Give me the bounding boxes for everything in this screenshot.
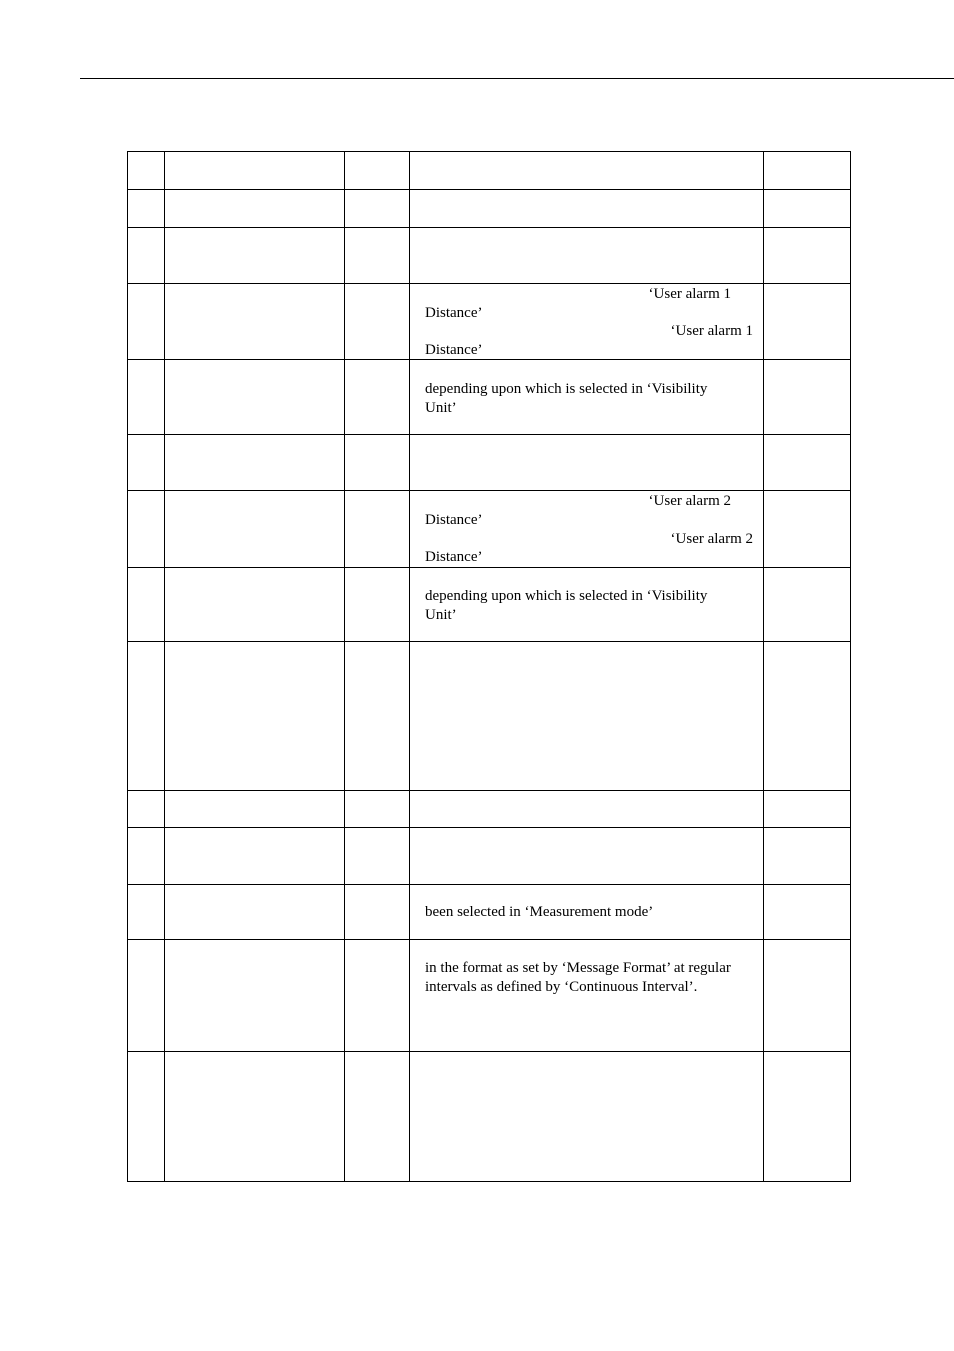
table-row bbox=[128, 435, 851, 491]
parameter-cell bbox=[165, 435, 345, 491]
table-row bbox=[128, 790, 851, 827]
default-cell bbox=[764, 360, 851, 435]
description-cell bbox=[410, 360, 764, 435]
description-cell bbox=[410, 190, 764, 228]
description-line: Unit’ bbox=[425, 606, 457, 623]
no-cell bbox=[128, 641, 165, 790]
description-line: intervals as defined by ‘Continuous Interval’. bbox=[425, 978, 698, 995]
table-row bbox=[128, 1051, 851, 1181]
header-rule bbox=[80, 78, 954, 79]
value-cell bbox=[345, 228, 410, 284]
parameter-cell bbox=[165, 190, 345, 228]
value-cell bbox=[345, 939, 410, 1051]
description-cell bbox=[410, 567, 764, 641]
parameter-table bbox=[127, 151, 851, 1182]
description-text bbox=[410, 568, 763, 625]
parameter-cell bbox=[165, 641, 345, 790]
value-cell bbox=[345, 491, 410, 567]
no-cell bbox=[128, 491, 165, 567]
description-cell bbox=[410, 284, 764, 360]
description-line: depending upon which is selected in ‘Visibility bbox=[425, 588, 708, 605]
default-cell bbox=[764, 641, 851, 790]
value-cell bbox=[345, 152, 410, 190]
default-cell bbox=[764, 827, 851, 884]
description-line bbox=[425, 569, 753, 588]
description-line: in the format as set by ‘Message Format’ at regular bbox=[425, 960, 731, 977]
table-row bbox=[128, 360, 851, 435]
description-text bbox=[410, 885, 763, 922]
default-cell bbox=[764, 790, 851, 827]
description-line: ‘User alarm 1 bbox=[670, 323, 753, 340]
default-cell bbox=[764, 228, 851, 284]
parameter-cell bbox=[165, 884, 345, 939]
no-cell bbox=[128, 939, 165, 1051]
value-cell bbox=[345, 884, 410, 939]
value-cell bbox=[345, 790, 410, 827]
table-row bbox=[128, 284, 851, 360]
description-cell bbox=[410, 491, 764, 567]
parameter-cell bbox=[165, 491, 345, 567]
value-cell bbox=[345, 435, 410, 491]
description-cell bbox=[410, 884, 764, 939]
description-line bbox=[425, 361, 753, 380]
value-cell bbox=[345, 1051, 410, 1181]
value-cell bbox=[345, 190, 410, 228]
default-cell bbox=[764, 567, 851, 641]
description-line: depending upon which is selected in ‘Visibility bbox=[425, 380, 708, 397]
table-row bbox=[128, 827, 851, 884]
description-cell bbox=[410, 435, 764, 491]
no-cell bbox=[128, 152, 165, 190]
no-cell bbox=[128, 790, 165, 827]
default-cell bbox=[764, 491, 851, 567]
value-cell bbox=[345, 567, 410, 641]
table-row bbox=[128, 884, 851, 939]
default-cell bbox=[764, 435, 851, 491]
parameter-cell bbox=[165, 228, 345, 284]
no-cell bbox=[128, 435, 165, 491]
description-text bbox=[410, 491, 763, 566]
parameter-cell bbox=[165, 939, 345, 1051]
default-cell bbox=[764, 152, 851, 190]
description-line: ‘User alarm 1 bbox=[648, 286, 731, 302]
default-cell bbox=[764, 190, 851, 228]
no-cell bbox=[128, 284, 165, 360]
value-cell bbox=[345, 284, 410, 360]
description-cell bbox=[410, 228, 764, 284]
description-line: ‘User alarm 2 bbox=[670, 530, 753, 547]
default-cell bbox=[764, 939, 851, 1051]
table-row bbox=[128, 491, 851, 567]
description-line: Distance’ bbox=[425, 549, 483, 566]
description-cell bbox=[410, 827, 764, 884]
description-cell bbox=[410, 790, 764, 827]
no-cell bbox=[128, 1051, 165, 1181]
no-cell bbox=[128, 567, 165, 641]
default-cell bbox=[764, 284, 851, 360]
parameter-cell bbox=[165, 827, 345, 884]
description-cell bbox=[410, 1051, 764, 1181]
no-cell bbox=[128, 228, 165, 284]
table-row bbox=[128, 567, 851, 641]
description-line: Distance’ bbox=[425, 304, 483, 321]
parameter-cell bbox=[165, 1051, 345, 1181]
parameter-cell bbox=[165, 790, 345, 827]
description-line bbox=[425, 941, 753, 960]
value-cell bbox=[345, 360, 410, 435]
description-cell bbox=[410, 641, 764, 790]
description-line: Distance’ bbox=[425, 341, 483, 358]
default-cell bbox=[764, 884, 851, 939]
no-cell bbox=[128, 190, 165, 228]
table-row bbox=[128, 190, 851, 228]
table-row bbox=[128, 152, 851, 190]
description-text bbox=[410, 360, 763, 417]
no-cell bbox=[128, 884, 165, 939]
table-row bbox=[128, 641, 851, 790]
description-cell bbox=[410, 152, 764, 190]
description-text bbox=[410, 940, 763, 997]
description-text bbox=[410, 284, 763, 359]
parameter-cell bbox=[165, 567, 345, 641]
parameter-cell bbox=[165, 360, 345, 435]
table-body bbox=[128, 152, 851, 1182]
no-cell bbox=[128, 827, 165, 884]
description-cell bbox=[410, 939, 764, 1051]
table-row bbox=[128, 939, 851, 1051]
parameter-cell bbox=[165, 152, 345, 190]
value-cell bbox=[345, 827, 410, 884]
description-line: been selected in ‘Measurement mode’ bbox=[425, 904, 654, 921]
table-row bbox=[128, 228, 851, 284]
description-line: Unit’ bbox=[425, 399, 457, 416]
default-cell bbox=[764, 1051, 851, 1181]
description-line bbox=[425, 885, 753, 904]
no-cell bbox=[128, 360, 165, 435]
description-line: ‘User alarm 2 bbox=[648, 493, 731, 510]
value-cell bbox=[345, 641, 410, 790]
description-line: Distance’ bbox=[425, 511, 483, 528]
parameter-cell bbox=[165, 284, 345, 360]
